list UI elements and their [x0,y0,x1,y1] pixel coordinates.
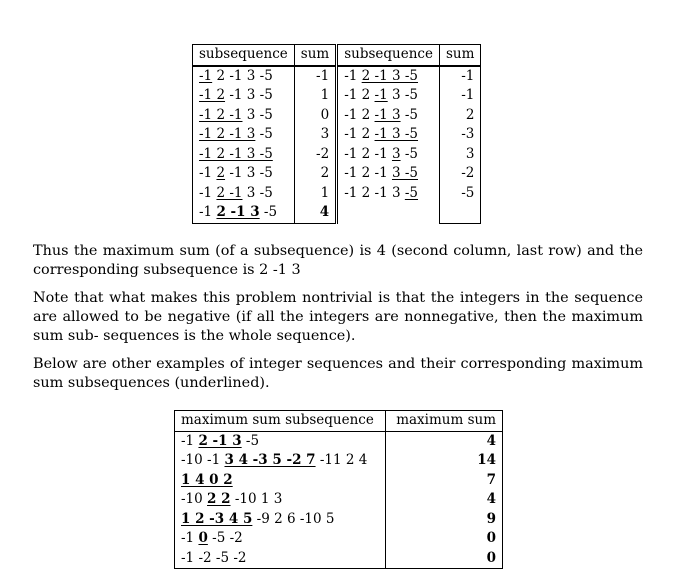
sequence-cell: -1 0 -5 -2 [175,529,386,549]
sequence-cell: 1 4 0 2 [175,471,386,491]
sequence-cell: -10 -1 3 4 -3 5 -2 7 -11 2 4 [175,451,386,471]
subsequence-cell: -1 2 -1 3 -5 [337,106,440,126]
sum-cell: 0 [294,106,336,126]
paragraph-conclusion: Thus the maximum sum (of a subsequence) is 4 (second column, last row) and the corresponding subsequence is 2 -1 3 [33,243,643,278]
subsequence-cell: -1 2 -1 3 -5 [193,203,295,223]
subsequence-cell [337,203,440,223]
sum-cell: -2 [294,145,336,165]
subsequence-cell: -1 2 -1 3 -5 [337,86,440,106]
sum-cell [439,203,480,223]
paragraph-examples-intro: Below are other examples of integer sequences and their corresponding maximum sum subsequences (underlined). [33,356,643,391]
max-sum-cell: 7 [386,471,503,491]
subsequence-cell: -1 2 -1 3 -5 [337,184,440,204]
sum-cell: 3 [294,125,336,145]
sum-cell: -1 [294,66,336,87]
table-row [193,203,481,223]
sum-cell: -3 [439,125,480,145]
subsequence-cell: -1 2 -1 3 -5 [193,86,295,106]
subsequence-cell: -1 2 -1 3 -5 [337,66,440,87]
column-header: subsequence [337,45,440,66]
table-row [175,549,503,569]
sequence-cell: -1 -2 -5 -2 [175,549,386,569]
sum-cell [294,203,336,223]
table-row [193,125,481,145]
sequence-cell: -1 2 -1 3 -5 [175,431,386,451]
sum-cell: 1 [294,184,336,204]
subsequence-cell: -1 2 -1 3 -5 [337,164,440,184]
subsequence-cell: -1 2 -1 3 -5 [337,145,440,165]
column-header: subsequence [193,45,295,66]
column-header: maximum sum [386,411,503,432]
subsequence-cell: -1 2 -1 3 -5 [337,125,440,145]
sum-cell: 1 [294,86,336,106]
subsequence-cell: -1 2 -1 3 -5 [193,106,295,126]
subsequence-cell: -1 2 -1 3 -5 [193,184,295,204]
table-header-row [193,45,481,66]
sum-cell: -5 [439,184,480,204]
sum-cell: -1 [439,66,480,87]
sum-cell: 3 [439,145,480,165]
max-sum-cell: 4 [386,431,503,451]
table-row [175,451,503,471]
table-row [193,106,481,126]
sum-cell: 2 [294,164,336,184]
max-sum-cell: 9 [386,510,503,530]
max-sum-cell: 0 [386,549,503,569]
max-sum-cell: 0 [386,529,503,549]
table-header-row [175,411,503,432]
table-row [193,145,481,165]
subsequence-cell [193,66,295,87]
table-row [175,529,503,549]
sequence-cell: -10 2 2 -10 1 3 [175,490,386,510]
max-sum-cell: 14 [386,451,503,471]
paragraph-note: Note that what makes this problem nontrivial is that the integers in the sequence are allowed to be negative (if all the integers are nonnegative, then the maximum sum sub- sequences is the whole sequence). [33,290,643,344]
max-sum-cell: 4 [386,490,503,510]
max-sum-value: 4 [319,204,330,220]
table-row [193,86,481,106]
column-header: sum [439,45,480,66]
sequence-cell: 1 2 -3 4 5 -9 2 6 -10 5 [175,510,386,530]
subsequence-cell: -1 2 -1 3 -5 [193,145,295,165]
table-row [193,164,481,184]
table-row [175,510,503,530]
column-header: sum [294,45,336,66]
table-row [175,471,503,491]
underlined-sequence: -1 2 -1 3 -5 [199,67,273,84]
sum-cell: -1 [439,86,480,106]
table-row [175,431,503,451]
table-row [193,184,481,204]
sum-cell: -2 [439,164,480,184]
column-header: maximum sum subsequence [175,411,386,432]
table-row [175,490,503,510]
sum-cell: 2 [439,106,480,126]
table-row [193,66,481,87]
subsequence-cell: -1 2 -1 3 -5 [193,164,295,184]
subsequence-sums-table [192,44,481,224]
subsequence-cell: -1 2 -1 3 -5 [193,125,295,145]
max-sum-examples-table [174,410,503,569]
